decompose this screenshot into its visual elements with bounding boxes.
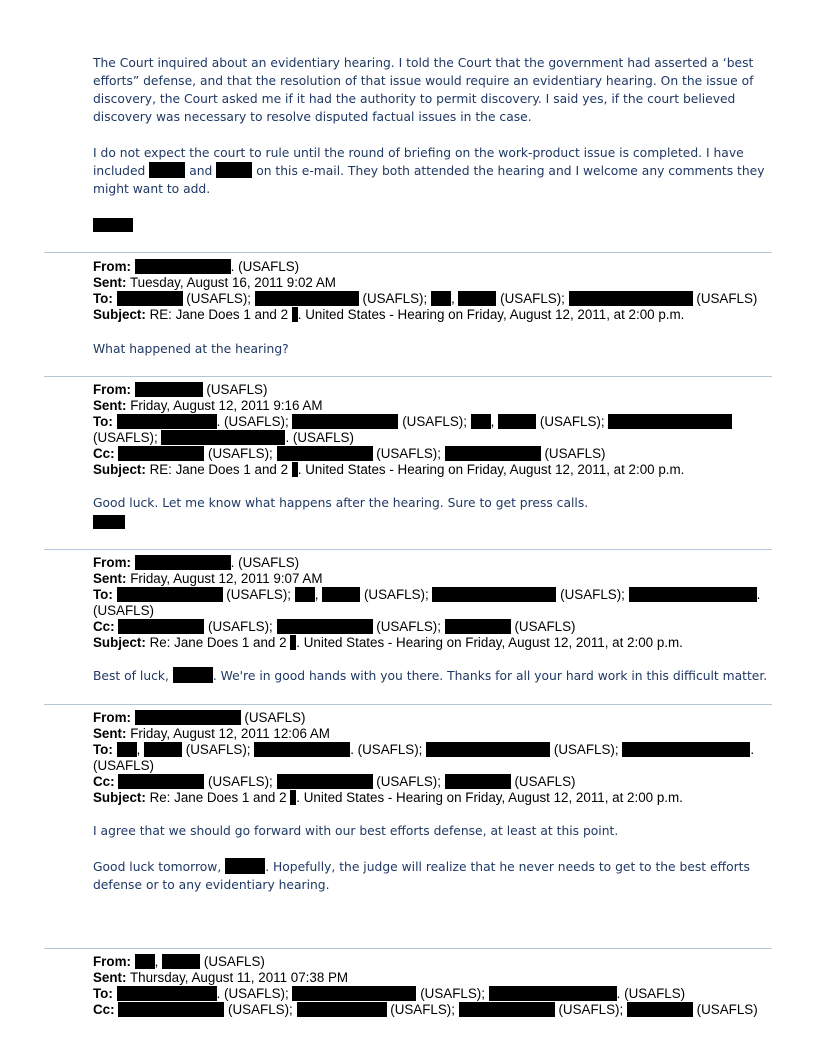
comma: , [136, 742, 141, 757]
email-body: Good luck. Let me know what happens after the hearing. Sure to get press calls. [93, 496, 589, 510]
recipient-suffix: (USAFLS) [514, 619, 576, 634]
redaction-box [118, 774, 204, 789]
redaction-box [135, 259, 231, 274]
redaction-box [254, 742, 350, 757]
text-line: The Court inquired about an evidentiary hearing. I told the Court that the government had asserted a ‘best [93, 56, 754, 70]
sender-suffix: (USAFLS) [203, 954, 265, 969]
cc-label: Cc: [93, 619, 115, 634]
dot: . [750, 742, 755, 757]
recipient-suffix: (USAFLS); [93, 430, 158, 445]
recipient-suffix: (USAFLS); [553, 742, 619, 757]
sent-line [93, 726, 330, 742]
subject-text: United States - Hearing on Friday, August 12, 2011, at 2:00 p.m. [303, 635, 683, 650]
to-line [93, 414, 732, 430]
cc-label: Cc: [93, 446, 115, 461]
redaction-box [118, 446, 204, 461]
dot: . [212, 669, 217, 683]
redaction-box [445, 774, 511, 789]
email-divider [44, 376, 772, 377]
redaction-box [135, 954, 155, 969]
from-label: From: [93, 555, 131, 570]
recipient-suffix: (USAFLS); [420, 986, 485, 1001]
recipient-suffix: (USAFLS); [558, 1002, 624, 1017]
cc-label: Cc: [93, 1002, 115, 1017]
redaction-box [608, 414, 732, 429]
redaction-box [277, 446, 373, 461]
redaction-box [117, 291, 183, 306]
sent-date: Friday, August 12, 2011 12:06 AM [130, 726, 330, 741]
to-line [93, 587, 760, 603]
to-label: To: [93, 414, 113, 429]
from-label: From: [93, 382, 131, 397]
from-line [93, 954, 265, 970]
text-line: might want to add. [93, 182, 211, 196]
dot: . [297, 462, 302, 477]
sent-line [93, 398, 323, 414]
recipient-suffix: (USAFLS) [696, 291, 758, 306]
email-body: I agree that we should go forward with our best efforts defense, at least at this point. [93, 824, 619, 838]
recipient-suffix: (USAFLS); [208, 446, 273, 461]
redaction-box [426, 742, 550, 757]
email-divider [44, 252, 772, 253]
to-label: To: [93, 291, 113, 306]
recipient-suffix: . (USAFLS) [285, 430, 354, 445]
redaction-box [117, 742, 137, 757]
recipient-suffix: . (USAFLS); [350, 742, 423, 757]
recipient-suffix: (USAFLS); [362, 291, 428, 306]
comma: , [450, 291, 455, 306]
from-line [93, 710, 305, 726]
to-line [93, 742, 754, 758]
from-label: From: [93, 954, 131, 969]
recipient-suffix: (USAFLS); [500, 291, 565, 306]
sent-date: Thursday, August 11, 2011 07:38 PM [129, 970, 349, 985]
redaction-box [161, 430, 285, 445]
recipient-suffix: . (USAFLS); [216, 986, 289, 1001]
redaction-box [629, 587, 757, 602]
redaction-box [277, 774, 373, 789]
comma: , [154, 954, 159, 969]
recipient-suffix: (USAFLS); [376, 619, 441, 634]
dot: . [265, 860, 270, 874]
text-fragment: Good luck tomorrow, [93, 860, 222, 874]
redaction-box [173, 667, 213, 683]
subject-label: Subject: [93, 790, 146, 805]
to-label: To: [93, 587, 113, 602]
cc-line [93, 1002, 758, 1018]
to-line [93, 986, 685, 1002]
redaction-box [292, 414, 398, 429]
recipient-suffix: (USAFLS); [363, 587, 429, 602]
recipient-suffix: (USAFLS) [514, 774, 576, 789]
redaction-box [135, 710, 241, 725]
from-line [93, 259, 299, 275]
recipient-suffix: (USAFLS) [544, 446, 606, 461]
redaction-box [459, 1002, 555, 1017]
redaction-box [297, 1002, 387, 1017]
subject-text: Re: Jane Does 1 and 2 [149, 790, 287, 805]
recipient-suffix: (USAFLS); [402, 414, 467, 429]
dot: . [297, 307, 302, 322]
subject-line [93, 790, 683, 806]
redaction-box [292, 986, 416, 1001]
text-line: I do not expect the court to rule until the round of briefing on the work-product issue is completed. I have [93, 146, 744, 160]
recipient-suffix: (USAFLS); [185, 742, 251, 757]
email-body: What happened at the hearing? [93, 342, 289, 356]
sent-label: Sent: [93, 398, 127, 413]
recipient-suffix: (USAFLS); [186, 291, 252, 306]
redaction-box [471, 414, 491, 429]
cc-label: Cc: [93, 774, 115, 789]
subject-label: Subject: [93, 307, 146, 322]
text-fragment: We're in good hands with you there. Thanks for all your hard work in this difficult matter. [220, 669, 768, 683]
recipient-suffix: . (USAFLS) [616, 986, 686, 1001]
to-line-cont [93, 603, 154, 619]
redaction-box [295, 587, 315, 602]
redaction-box [458, 291, 496, 306]
from-label: From: [93, 710, 131, 725]
email-body: defense or to any evidentiary hearing. [93, 878, 330, 892]
recipient-suffix: (USAFLS); [226, 587, 292, 602]
redaction-box [489, 986, 617, 1001]
redaction-box [144, 742, 182, 757]
redaction-box [445, 619, 511, 634]
recipient-suffix: (USAFLS); [376, 774, 441, 789]
recipient-suffix: (USAFLS); [539, 414, 605, 429]
sent-line [93, 275, 336, 291]
subject-text: United States - Hearing on Friday, August 12, 2011, at 2:00 p.m. [303, 790, 683, 805]
to-label: To: [93, 742, 113, 757]
cc-line [93, 619, 575, 635]
recipient-suffix: (USAFLS); [376, 446, 441, 461]
email-divider [44, 549, 772, 550]
redacted-signature [93, 515, 125, 529]
text-line: discovery was necessary to resolve disputed factual issues in the case. [93, 110, 532, 124]
subject-label: Subject: [93, 462, 146, 477]
cc-line [93, 446, 605, 462]
subject-line [93, 307, 684, 323]
redaction-box [255, 291, 359, 306]
sent-label: Sent: [93, 726, 127, 741]
subject-text: RE: Jane Does 1 and 2 [149, 462, 289, 477]
cc-line [93, 774, 575, 790]
email-body [93, 667, 767, 685]
sent-date: Friday, August 12, 2011 9:07 AM [130, 571, 323, 586]
recipient-suffix: (USAFLS); [560, 587, 625, 602]
redaction-box [225, 858, 265, 874]
to-label: To: [93, 986, 113, 1001]
subject-line [93, 462, 684, 478]
sent-label: Sent: [93, 970, 127, 985]
email-body [93, 858, 750, 876]
redaction-box [149, 162, 185, 178]
sent-label: Sent: [93, 275, 127, 290]
sent-line [93, 571, 323, 587]
redaction-box [162, 954, 200, 969]
subject-text: United States - Hearing on Friday, August 12, 2011, at 2:00 p.m. [305, 307, 685, 322]
redaction-box [117, 414, 217, 429]
redaction-box [322, 587, 360, 602]
text-fragment: Hopefully, the judge will realize that he never needs to get to the best efforts [273, 860, 750, 874]
recipient-suffix: (USAFLS); [390, 1002, 455, 1017]
recipient-suffix: (USAFLS); [208, 619, 273, 634]
recipient-suffix: (USAFLS); [228, 1002, 293, 1017]
comma: , [314, 587, 319, 602]
redaction-box [431, 291, 451, 306]
email-divider [44, 704, 772, 705]
redaction-box [117, 587, 223, 602]
recipient-suffix: (USAFLS) [93, 758, 155, 773]
redaction-box [118, 619, 204, 634]
email-divider [44, 948, 772, 949]
sender-suffix: . (USAFLS) [230, 555, 300, 570]
text-line: discovery, the Court asked me if it had the authority to permit discovery. I said yes, if the court believed [93, 92, 736, 106]
recipient-suffix: (USAFLS); [208, 774, 273, 789]
redaction-box [569, 291, 693, 306]
recipient-suffix: (USAFLS) [93, 603, 155, 618]
dot: . [296, 635, 301, 650]
subject-label: Subject: [93, 635, 146, 650]
subject-line [93, 635, 683, 651]
sent-label: Sent: [93, 571, 127, 586]
sender-suffix: . (USAFLS) [230, 259, 300, 274]
redaction-box [432, 587, 556, 602]
redaction-box [498, 414, 536, 429]
text-fragment: included [93, 164, 146, 178]
from-line [93, 382, 267, 398]
subject-text: Re: Jane Does 1 and 2 [149, 635, 287, 650]
redaction-box [622, 742, 750, 757]
to-line-cont [93, 758, 154, 774]
redaction-box [135, 555, 231, 570]
to-line-cont [93, 430, 354, 446]
dot: . [756, 587, 761, 602]
redaction-box [135, 382, 203, 397]
text-fragment: Best of luck, [93, 669, 169, 683]
redacted-signature [93, 218, 133, 232]
sent-date: Tuesday, August 16, 2011 9:02 AM [129, 275, 336, 290]
redaction-box [627, 1002, 693, 1017]
to-line [93, 291, 757, 307]
recipient-suffix: (USAFLS) [696, 1002, 758, 1017]
comma: , [490, 414, 495, 429]
from-line [93, 555, 299, 571]
dot: . [296, 790, 301, 805]
redaction-box [277, 619, 373, 634]
text-fragment: and [189, 164, 213, 178]
text-line [93, 162, 765, 180]
sender-suffix: (USAFLS) [244, 710, 306, 725]
text-fragment: on this e-mail. They both attended the hearing and I welcome any comments they [256, 164, 765, 178]
text-line: efforts” defense, and that the resolution of that issue would require an evidentiary hearing. On the issue of [93, 74, 754, 88]
redaction-box [445, 446, 541, 461]
sent-date: Friday, August 12, 2011 9:16 AM [130, 398, 323, 413]
from-label: From: [93, 259, 131, 274]
subject-text: RE: Jane Does 1 and 2 [149, 307, 289, 322]
recipient-suffix: . (USAFLS); [216, 414, 289, 429]
redaction-box [117, 986, 217, 1001]
subject-text: United States - Hearing on Friday, August 12, 2011, at 2:00 p.m. [305, 462, 685, 477]
sender-suffix: (USAFLS) [206, 382, 268, 397]
sent-line [93, 970, 348, 986]
redaction-box [118, 1002, 224, 1017]
redaction-box [216, 162, 252, 178]
